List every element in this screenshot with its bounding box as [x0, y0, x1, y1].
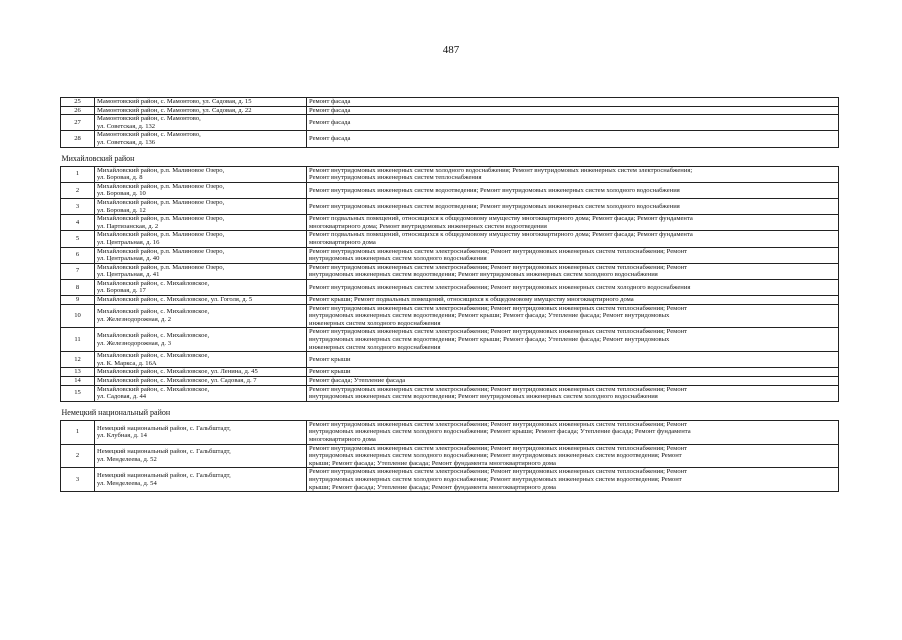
address-cell: Немецкий национальный район, с. Гальбштадт, ул. Менделеева, д. 52 [95, 444, 307, 468]
table-row [61, 468, 839, 492]
row-number: 28 [61, 131, 95, 147]
section-title: Михайловский район [61, 147, 839, 166]
works-cell: Ремонт внутридомовых инженерных систем электроснабжения; Ремонт внутридомовых инженерных систем теплоснабжения; Ремонт внутридомовых инженерных систем холодного водоснабжения [307, 247, 839, 263]
address-cell: Михайловский район, с. Михайловское, ул. Садовая, д. 44 [95, 385, 307, 401]
table-row [61, 98, 839, 107]
table-row [61, 368, 839, 377]
row-number: 15 [61, 385, 95, 401]
table-row [61, 304, 839, 328]
works-table [60, 97, 839, 492]
address-cell: Михайловский район, р.п. Малиновое Озеро, ул. Боровая, д. 8 [95, 166, 307, 182]
address-cell: Михайловский район, р.п. Малиновое Озеро, ул. Партизанская, д. 2 [95, 215, 307, 231]
table-row [61, 444, 839, 468]
works-cell: Ремонт крыши [307, 368, 839, 377]
address-cell: Михайловский район, с. Михайловское, ул. Садовая, д. 7 [95, 377, 307, 386]
row-number: 26 [61, 106, 95, 115]
table-row [61, 420, 839, 444]
table-row [61, 198, 839, 214]
row-number: 10 [61, 304, 95, 328]
row-number: 12 [61, 352, 95, 368]
row-number: 4 [61, 215, 95, 231]
address-cell: Михайловский район, с. Михайловское, ул. Гоголя, д. 5 [95, 296, 307, 305]
table-row [61, 215, 839, 231]
section-title: Немецкий национальный район [61, 401, 839, 420]
address-cell: Мамонтовский район, с. Мамонтово, ул. Советская, д. 132 [95, 115, 307, 131]
table-row [61, 296, 839, 305]
row-number: 7 [61, 263, 95, 279]
row-number: 25 [61, 98, 95, 107]
table-row [61, 279, 839, 295]
row-number: 11 [61, 328, 95, 352]
row-number: 9 [61, 296, 95, 305]
row-number: 13 [61, 368, 95, 377]
works-cell: Ремонт фасада [307, 115, 839, 131]
row-number: 2 [61, 182, 95, 198]
works-cell: Ремонт подвальных помещений, относящихся к общедомовому имуществу многоквартирного дома; Ремонт фасада; Ремонт фундамента многоквартирного дома; Ремонт внутридомовых инженерных систем водоотведения [307, 215, 839, 231]
address-cell: Михайловский район, с. Михайловское, ул. Боровая, д. 17 [95, 279, 307, 295]
table-row [61, 328, 839, 352]
works-cell: Ремонт фасада [307, 131, 839, 147]
table-row [61, 385, 839, 401]
address-cell: Мамонтовский район, с. Мамонтово, ул. Садовая, д. 15 [95, 98, 307, 107]
works-cell: Ремонт внутридомовых инженерных систем электроснабжения; Ремонт внутридомовых инженерных систем теплоснабжения; Ремонт внутридомовых инженерных систем водоотведения; Ремонт внутридомовых инженерных систем холодного водоснабжения [307, 385, 839, 401]
table-row [61, 263, 839, 279]
address-cell: Михайловский район, р.п. Малиновое Озеро, ул. Центральная, д. 40 [95, 247, 307, 263]
address-cell: Мамонтовский район, с. Мамонтово, ул. Садовая, д. 22 [95, 106, 307, 115]
address-cell: Михайловский район, р.п. Малиновое Озеро, ул. Боровая, д. 12 [95, 198, 307, 214]
works-cell: Ремонт фасада [307, 98, 839, 107]
works-cell: Ремонт внутридомовых инженерных систем электроснабжения; Ремонт внутридомовых инженерных систем теплоснабжения; Ремонт внутридомовых инженерных систем холодного водоснабжения; Ремонт крыши; Ремонт фасада; Утепление фасада; Ремонт фундамента многоквартирного дома [307, 420, 839, 444]
row-number: 8 [61, 279, 95, 295]
address-cell: Михайловский район, с. Михайловское, ул. Ленина, д. 45 [95, 368, 307, 377]
works-cell: Ремонт фасада; Утепление фасада [307, 377, 839, 386]
row-number: 27 [61, 115, 95, 131]
table-row [61, 166, 839, 182]
works-cell: Ремонт крыши [307, 352, 839, 368]
works-cell: Ремонт подвальных помещений, относящихся к общедомовому имуществу многоквартирного дома; Ремонт фасада; Ремонт фундамента многоквартирного дома [307, 231, 839, 247]
table-row [61, 377, 839, 386]
page-number: 487 [442, 44, 460, 56]
address-cell: Немецкий национальный район, с. Гальбштадт, ул. Клубная, д. 14 [95, 420, 307, 444]
row-number: 3 [61, 468, 95, 492]
table-row [61, 231, 839, 247]
address-cell: Михайловский район, с. Михайловское, ул. Железнодорожная, д. 2 [95, 304, 307, 328]
works-cell: Ремонт крыши; Ремонт подвальных помещений, относящихся к общедомовому имуществу многоквартирного дома [307, 296, 839, 305]
works-cell: Ремонт внутридомовых инженерных систем электроснабжения; Ремонт внутридомовых инженерных систем теплоснабжения; Ремонт внутридомовых инженерных систем водоотведения; Ремонт крыши; Ремонт фасада; Утепление фасада; Ремонт внутридомовых инженерных систем холодного водоснабжения [307, 304, 839, 328]
table-row [61, 247, 839, 263]
works-cell: Ремонт фасада [307, 106, 839, 115]
works-cell: Ремонт внутридомовых инженерных систем холодного водоснабжения; Ремонт внутридомовых инженерных систем электроснабжения; Ремонт внутридомовых инженерных систем теплоснабжения [307, 166, 839, 182]
works-cell: Ремонт внутридомовых инженерных систем электроснабжения; Ремонт внутридомовых инженерных систем теплоснабжения; Ремонт внутридомовых инженерных систем холодного водоснабжения; Ремонт внутридомовых инженерных систем водоотведения; Ремонт крыши; Ремонт фасада; Утепление фасада; Ремонт фундамента многоквартирного дома [307, 468, 839, 492]
table-row [61, 115, 839, 131]
address-cell: Михайловский район, р.п. Малиновое Озеро, ул. Центральная, д. 16 [95, 231, 307, 247]
works-cell: Ремонт внутридомовых инженерных систем электроснабжения; Ремонт внутридомовых инженерных систем теплоснабжения; Ремонт внутридомовых инженерных систем водоотведения; Ремонт внутридомовых инженерных систем холодного водоснабжения [307, 263, 839, 279]
section-header-row [61, 147, 839, 166]
works-cell: Ремонт внутридомовых инженерных систем электроснабжения; Ремонт внутридомовых инженерных систем теплоснабжения; Ремонт внутридомовых инженерных систем водоотведения; Ремонт крыши; Ремонт фасада; Утепление фасада; Ремонт внутридомовых инженерных систем холодного водоснабжения [307, 328, 839, 352]
works-table-container [60, 97, 838, 492]
address-cell: Михайловский район, с. Михайловское, ул. К. Маркса, д. 16А [95, 352, 307, 368]
address-cell: Михайловский район, р.п. Малиновое Озеро, ул. Центральная, д. 41 [95, 263, 307, 279]
row-number: 5 [61, 231, 95, 247]
address-cell: Михайловский район, с. Михайловское, ул. Железнодорожная, д. 3 [95, 328, 307, 352]
table-row [61, 106, 839, 115]
table-row [61, 182, 839, 198]
works-cell: Ремонт внутридомовых инженерных систем электроснабжения; Ремонт внутридомовых инженерных систем холодного водоснабжения [307, 279, 839, 295]
works-cell: Ремонт внутридомовых инженерных систем электроснабжения; Ремонт внутридомовых инженерных систем теплоснабжения; Ремонт внутридомовых инженерных систем холодного водоснабжения; Ремонт внутридомовых инженерных систем водоотведения; Ремонт крыши; Ремонт фасада; Утепление фасада; Ремонт фундамента многоквартирного дома [307, 444, 839, 468]
works-cell: Ремонт внутридомовых инженерных систем водоотведения; Ремонт внутридомовых инженерных систем холодного водоснабжения [307, 182, 839, 198]
table-row [61, 131, 839, 147]
row-number: 6 [61, 247, 95, 263]
row-number: 2 [61, 444, 95, 468]
works-table-body [61, 98, 839, 492]
address-cell: Немецкий национальный район, с. Гальбштадт, ул. Менделеева, д. 54 [95, 468, 307, 492]
address-cell: Михайловский район, р.п. Малиновое Озеро, ул. Боровая, д. 10 [95, 182, 307, 198]
row-number: 1 [61, 166, 95, 182]
section-header-row [61, 401, 839, 420]
row-number: 3 [61, 198, 95, 214]
works-cell: Ремонт внутридомовых инженерных систем водоотведения; Ремонт внутридомовых инженерных систем холодного водоснабжения [307, 198, 839, 214]
row-number: 1 [61, 420, 95, 444]
row-number: 14 [61, 377, 95, 386]
address-cell: Мамонтовский район, с. Мамонтово, ул. Советская, д. 136 [95, 131, 307, 147]
table-row [61, 352, 839, 368]
